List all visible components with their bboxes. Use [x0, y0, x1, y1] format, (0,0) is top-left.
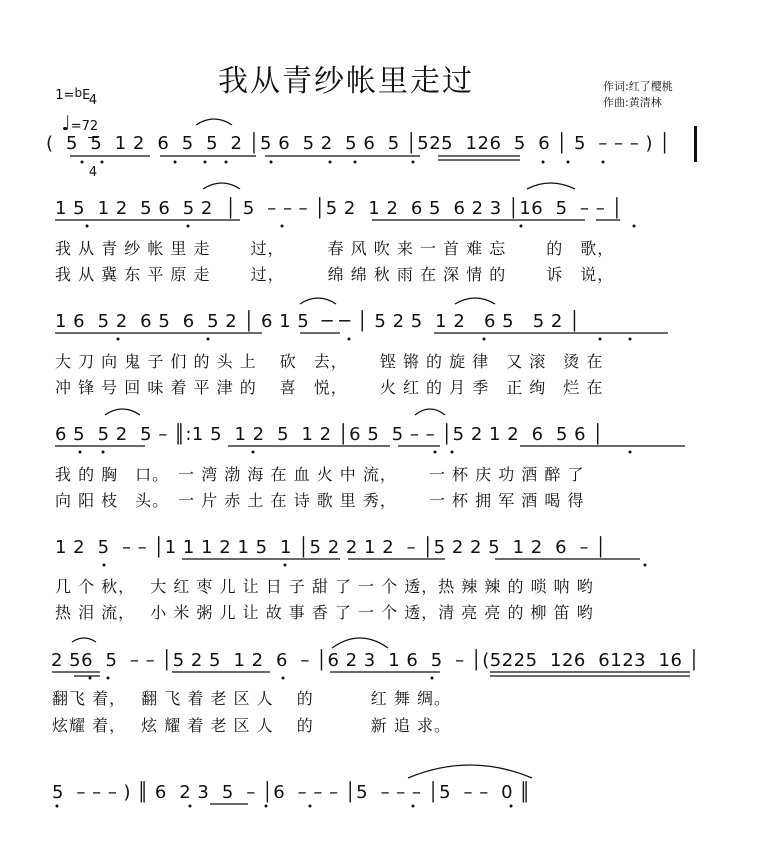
- composer-credit: 作曲:黄清林: [603, 96, 662, 109]
- system-4-notes: 6 5 5 2 5 – ║:1 5 1 2 5 1 2 │6 5 5 – – │5 2 1 2 6 5 6 │: [55, 424, 604, 445]
- system-6-lyric-verse-2: 炫耀 着， 炫 耀 着 老 区 人 的 新 追 求。: [52, 716, 451, 735]
- system-6-lyric-verse-1: 翻飞 着， 翻 飞 着 老 区 人 的 红 舞 绸。: [52, 689, 451, 708]
- system-5-lyric-verse-2: 热 泪 流， 小 米 粥 儿 让 故 事 香 了 一 个 透，清 亮 亮 的 柳 笛 哟: [55, 603, 594, 622]
- song-title: 我从青纱帐里走过: [218, 64, 474, 99]
- key-flat: b: [74, 86, 83, 100]
- system-3-lyric-verse-2: 冲 锋 号 回 味 着 平 津 的 喜 悦， 火 红 的 月 季 正 绚 烂 在: [55, 378, 604, 397]
- system-3-notes: 1 6 5 2 6 5 6 5 2 │ 6 1 5 ─ ─ │ 5 2 5 1 2 6 5 5 2 │: [55, 311, 581, 332]
- system-7-notes: 5 – – – ) ║ 6 2 3 5 – │6 – – – │5 – – – │5 – – 0 ║: [52, 782, 531, 803]
- system-1-notes: ( 5 5 1 2 6 5 5 2 │5 6 5 2 5 6 5 │525 126 5 6 │ 5 – – – ) │: [46, 133, 671, 154]
- system-4-lyric-verse-1: 我 的 胸 口。 一 湾 渤 海 在 血 火 中 流， 一 杯 庆 功 酒 醉 了: [55, 465, 585, 484]
- key-label: 1=: [55, 88, 75, 103]
- system-3-lyric-verse-1: 大 刀 向 鬼 子 们 的 头 上 砍 去， 铿 锵 的 旋 律 又 滚 烫 在: [55, 352, 604, 371]
- system-5-lyric-verse-1: 几 个 秋， 大 红 枣 儿 让 日 子 甜 了 一 个 透，热 辣 辣 的 唢 呐 哟: [55, 577, 594, 596]
- tempo-value: =72: [70, 119, 99, 134]
- system-6-notes: 2 56 5 – – │5 2 5 1 2 6 – │6 2 3 1 6 5 – │(5225 126 6123 16 │: [51, 650, 701, 671]
- time-bottom: 4: [88, 165, 98, 180]
- system-4-lyric-verse-2: 向 阳 枝 头。 一 片 赤 土 在 诗 歌 里 秀， 一 杯 拥 军 酒 喝 得: [55, 491, 585, 510]
- key-note: E: [82, 88, 91, 103]
- time-top: 4: [88, 93, 98, 108]
- system-5-notes: 1 2 5 – – │1 1 1 2 1 5 1 │5 2 2 1 2 – │5 2 2 5 1 2 6 – │: [55, 537, 607, 558]
- lyricist-credit: 作词:红了樱桃: [603, 80, 673, 93]
- system-2-lyric-verse-1: 我 从 青 纱 帐 里 走 过， 春 风 吹 来 一 首 难 忘 的 歌，: [55, 239, 615, 258]
- quarter-note-icon: ♩: [61, 111, 71, 135]
- system-2-lyric-verse-2: 我 从 冀 东 平 原 走 过， 绵 绵 秋 雨 在 深 情 的 诉 说，: [55, 265, 615, 284]
- system-2-notes: 1 5 1 2 5 6 5 2 │ 5 – – – │5 2 1 2 6 5 6 2 3 │16 5 – – │: [55, 198, 623, 219]
